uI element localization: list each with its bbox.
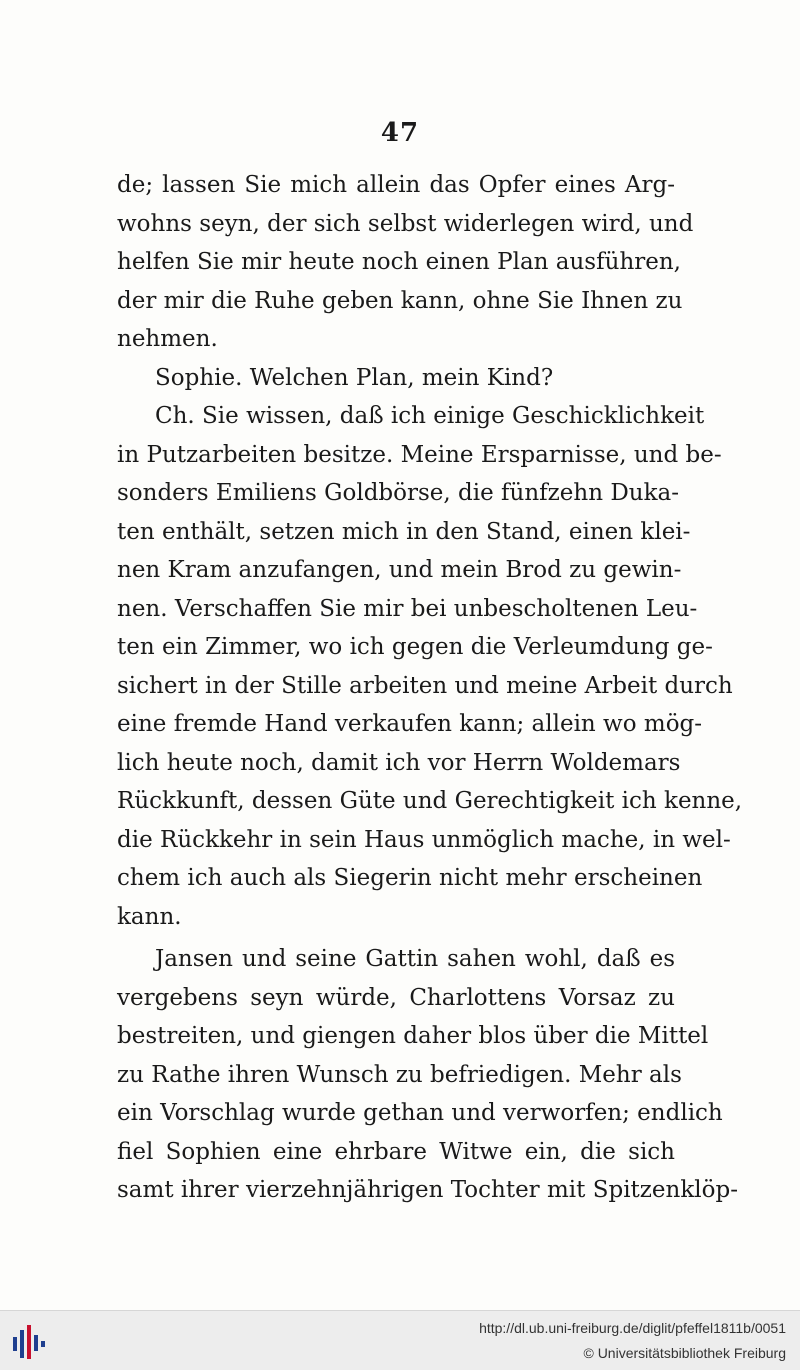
page-number: 47 bbox=[380, 118, 420, 148]
text-line: wohns seyn, der sich selbst widerlegen wird, und bbox=[117, 210, 694, 237]
text-line: zu Rathe ihren Wunsch zu befriedigen. Mehr als bbox=[117, 1061, 682, 1088]
text-line: samt ihrer vierzehnjährigen Tochter mit Spitzenklöp- bbox=[117, 1177, 738, 1203]
text-line: ten enthält, setzen mich in den Stand, einen klei- bbox=[117, 518, 691, 545]
page-text bbox=[117, 166, 743, 1210]
text-line: Rückkunft, dessen Güte und Gerechtigkeit ich kenne, bbox=[117, 788, 743, 814]
text-line: sonders Emiliens Goldbörse, die fünfzehn Duka- bbox=[117, 480, 680, 506]
text-line: ten ein Zimmer, wo ich gegen die Verleumdung ge- bbox=[117, 634, 713, 660]
ub-freiburg-logo-icon[interactable] bbox=[10, 1321, 50, 1361]
text-line: lich heute noch, damit ich vor Herrn Woldemars bbox=[117, 749, 681, 776]
text-line: Sophie. Welchen Plan, mein Kind? bbox=[155, 364, 554, 391]
text-line: sichert in der Stille arbeiten und meine Arbeit durch bbox=[117, 672, 733, 699]
text-line: der mir die Ruhe geben kann, ohne Sie Ihnen zu bbox=[117, 287, 683, 314]
text-line: bestreiten, und giengen daher blos über die Mittel bbox=[117, 1023, 709, 1049]
text-line: in Putzarbeiten besitze. Meine Ersparnisse, und be- bbox=[117, 441, 722, 468]
copyright-notice: © Universitätsbibliothek Freiburg bbox=[583, 1345, 786, 1361]
text-line: chem ich auch als Siegerin nicht mehr erscheinen bbox=[117, 865, 703, 891]
text-line: nehmen. bbox=[117, 326, 218, 352]
permalink-url[interactable]: http://dl.ub.uni-freiburg.de/diglit/pfeffel1811b/0051 bbox=[479, 1320, 786, 1336]
text-line: Jansen und seine Gattin sahen wohl, daß es bbox=[155, 946, 675, 972]
text-line: helfen Sie mir heute noch einen Plan ausführen, bbox=[117, 249, 681, 275]
text-line: eine fremde Hand verkaufen kann; allein wo mög- bbox=[117, 711, 703, 737]
text-line: nen. Verschaffen Sie mir bei unbescholtenen Leu- bbox=[117, 595, 698, 622]
text-line: de; lassen Sie mich allein das Opfer eines Arg- bbox=[117, 172, 675, 198]
text-line: kann. bbox=[117, 903, 182, 930]
text-line: ein Vorschlag wurde gethan und verworfen; endlich bbox=[117, 1100, 723, 1126]
text-line: Ch. Sie wissen, daß ich einige Geschicklichkeit bbox=[155, 403, 705, 429]
text-line: nen Kram anzufangen, und mein Brod zu gewin- bbox=[117, 557, 682, 583]
text-line: die Rückkehr in sein Haus unmöglich mache, in wel- bbox=[117, 826, 731, 853]
text-line: fiel Sophien eine ehrbare Witwe ein, die sich bbox=[117, 1138, 675, 1165]
footer-bar bbox=[0, 1310, 800, 1370]
text-line: vergebens seyn würde, Charlottens Vorsaz zu bbox=[117, 984, 675, 1011]
